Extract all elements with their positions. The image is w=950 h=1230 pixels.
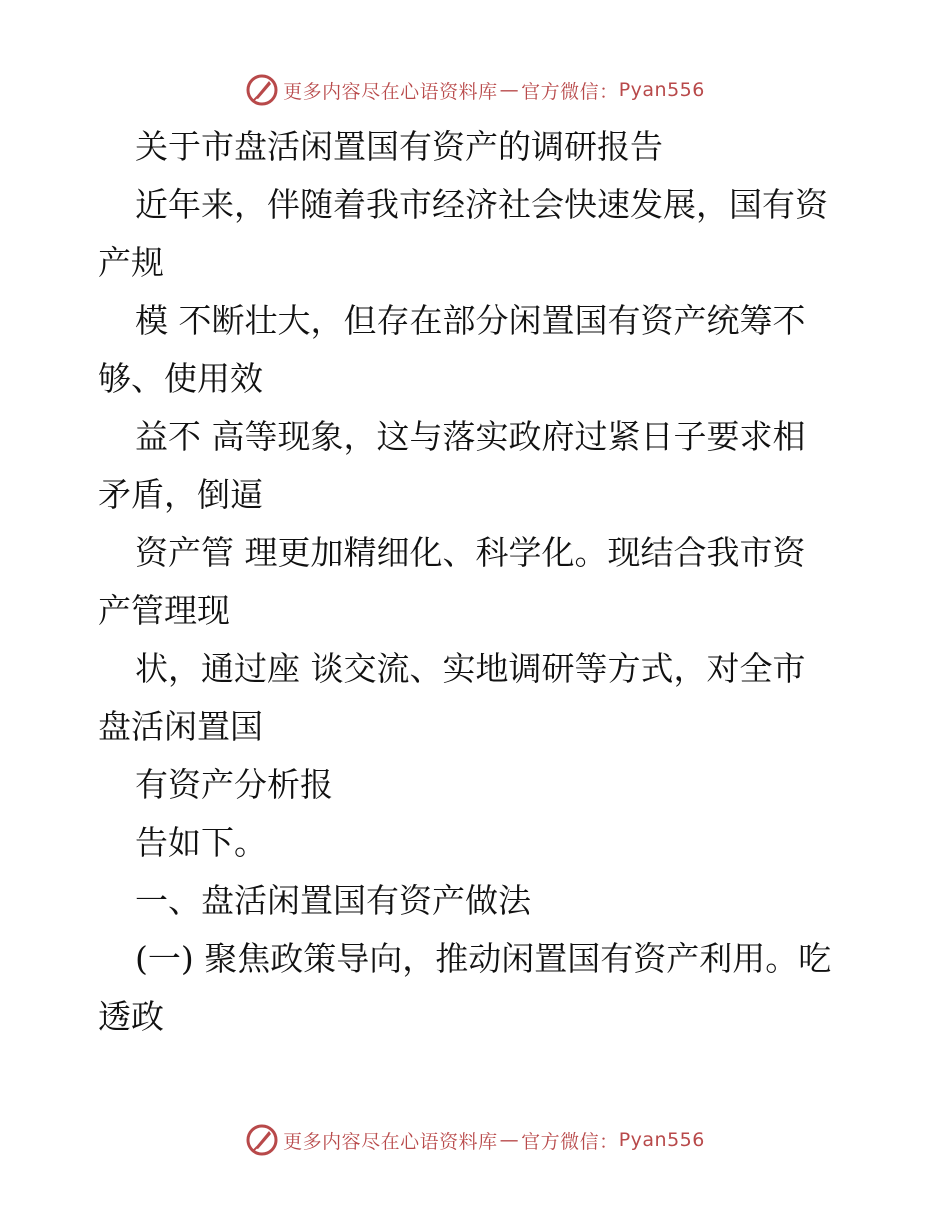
doc-line: 益不 高等现象，这与落实政府过紧日子要求相: [135, 417, 806, 456]
banner-dash: —: [499, 79, 520, 101]
quill-pen-circle-icon: [245, 1123, 279, 1157]
section-heading: 一、盘活闲置国有资产做法: [135, 881, 531, 920]
banner-main-text: 更多内容尽在心语资料库: [283, 1130, 498, 1153]
doc-line: 盘活闲置国: [98, 707, 263, 746]
doc-line: 产规: [98, 243, 164, 282]
document-body: [98, 118, 858, 1046]
doc-line: 够、使用效: [98, 359, 263, 398]
banner-sub-text: 官方微信：: [521, 80, 619, 103]
banner-sub-text: 官方微信：: [521, 1130, 619, 1153]
doc-line: 矛盾，倒逼: [98, 475, 263, 514]
doc-line: 有资产分析报: [135, 765, 333, 804]
doc-line: 告如下。: [135, 823, 267, 862]
doc-line: 模 不断壮大，但存在部分闲置国有资产统筹不: [135, 301, 806, 340]
banner-wechat-id: Pyan556: [618, 1129, 705, 1151]
header-banner: [0, 70, 950, 110]
banner-dash: —: [499, 1129, 520, 1151]
doc-line: 产管理现: [98, 591, 230, 630]
banner-main-text: 更多内容尽在心语资料库: [283, 80, 498, 103]
footer-banner: [0, 1120, 950, 1160]
doc-title: 关于市盘活闲置国有资产的调研报告: [135, 127, 663, 166]
doc-line: 状，通过座 谈交流、实地调研等方式，对全市: [135, 649, 806, 688]
doc-line: 近年来，伴随着我市经济社会快速发展，国有资: [135, 185, 828, 224]
quill-pen-circle-icon: [245, 73, 279, 107]
banner-wechat-id: Pyan556: [618, 79, 705, 101]
doc-line: 透政: [98, 997, 164, 1036]
subsection-heading: (一) 聚焦政策导向，推动闲置国有资产利用。吃: [135, 939, 832, 978]
doc-line: 资产管 理更加精细化、科学化。现结合我市资: [135, 533, 806, 572]
